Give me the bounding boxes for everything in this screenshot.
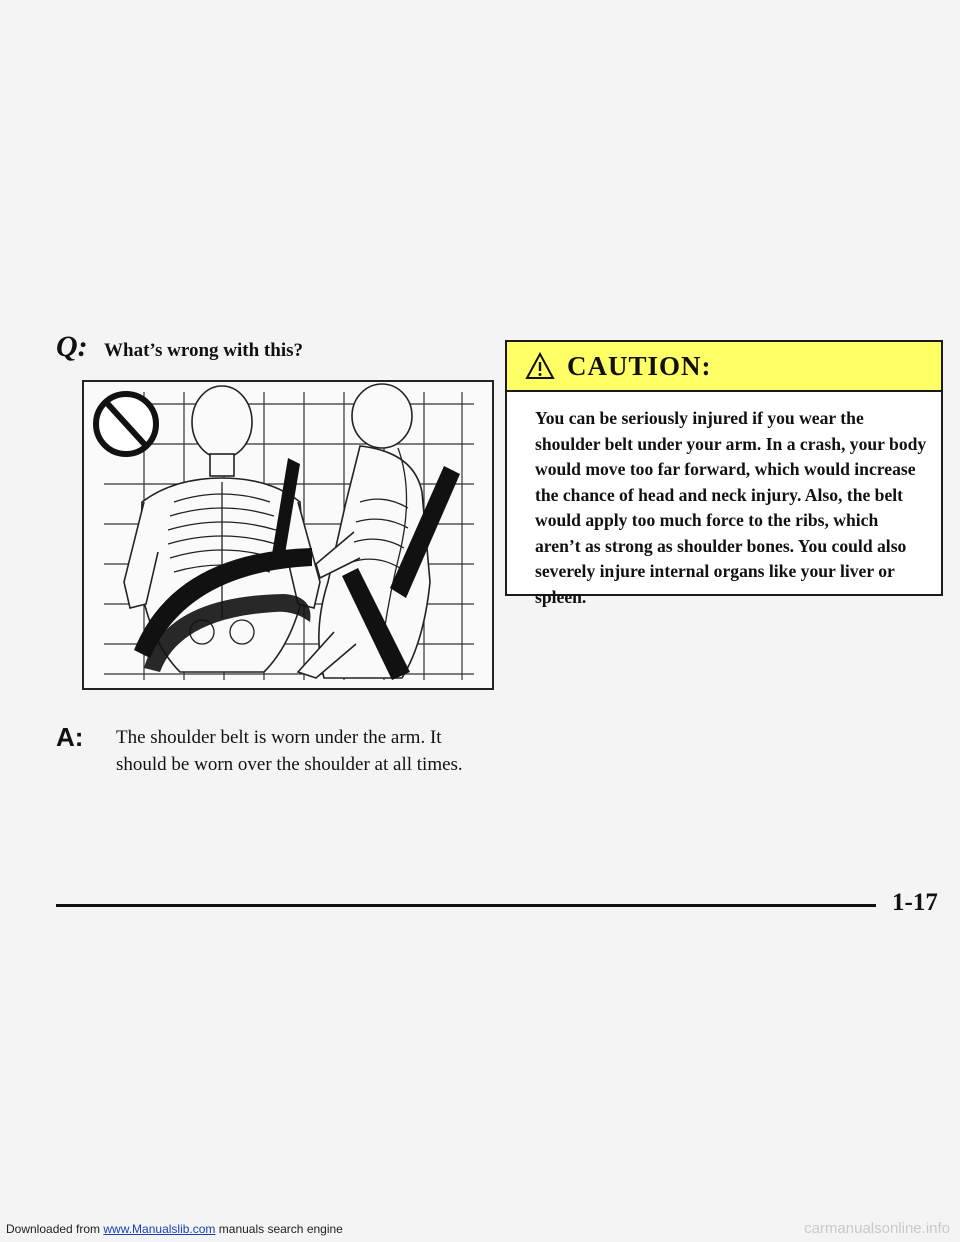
prohibited-icon [96, 394, 156, 454]
site-watermark: carmanualsonline.info [804, 1220, 950, 1237]
answer-text: The shoulder belt is worn under the arm. It should be worn over the shoulder at all times. [116, 727, 463, 775]
caution-header [507, 342, 941, 392]
warning-triangle-icon [525, 352, 555, 380]
page-number: 1-17 [892, 889, 938, 916]
skeleton-belt-drawing [84, 382, 492, 688]
manualslib-link[interactable]: www.Manualslib.com [103, 1222, 216, 1236]
question [56, 330, 303, 364]
footer-rule [56, 904, 876, 907]
question-mark-label: Q: [56, 330, 88, 363]
side-skeleton-figure [298, 384, 430, 678]
answer [56, 724, 496, 778]
question-text: What’s wrong with this? [104, 340, 303, 361]
download-suffix: manuals search engine [215, 1222, 343, 1236]
seatbelt-illustration [82, 380, 494, 690]
caution-text: You can be seriously injured if you wear the shoulder belt under your arm. In a crash, your body would move too far forward, which would increase the chance of head and neck injury. Also, the belt would apply too much force to the ribs, which aren’t as strong as shoulder bones. You could also severely injure internal organs like your liver or spleen. [535, 408, 927, 607]
download-notice [6, 1222, 343, 1236]
caution-title: CAUTION: [567, 350, 712, 381]
caution-box [505, 340, 943, 607]
download-prefix: Downloaded from [6, 1222, 104, 1236]
answer-mark-label: A: [56, 722, 84, 752]
